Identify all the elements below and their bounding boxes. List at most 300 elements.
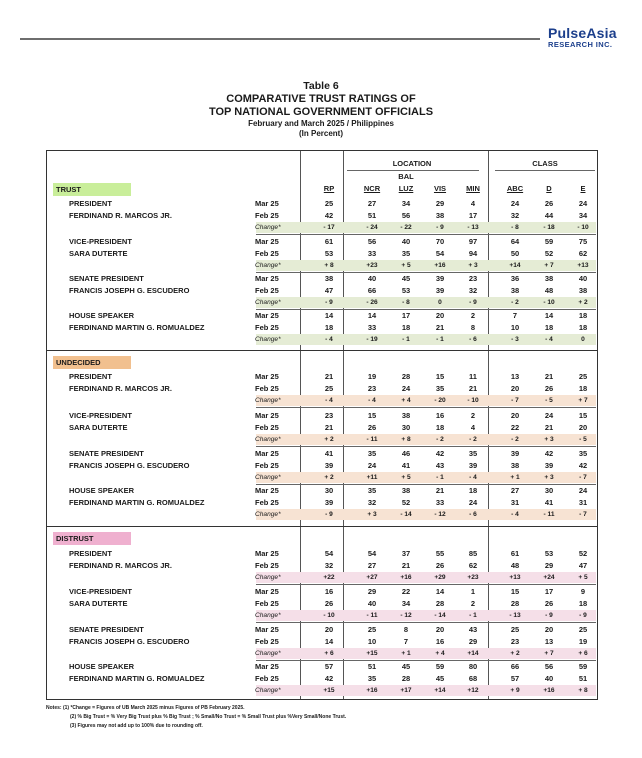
value-cell: + 1 [510,474,520,481]
data-row [47,198,597,210]
value-cell: 18 [324,323,334,332]
official-title: VICE-PRESIDENT [69,587,132,596]
value-cell: + 2 [324,436,334,443]
header-class: CLASS [532,159,558,168]
value-cell: 45 [401,274,411,283]
value-cell: 40 [578,274,588,283]
value-cell: 18 [468,486,478,495]
value-cell: 18 [578,323,588,332]
value-cell: - 7 [579,511,587,518]
period-label: Feb 25 [255,384,279,393]
value-cell: 30 [544,486,554,495]
period-label: Feb 25 [255,323,279,332]
value-cell: 53 [401,286,411,295]
value-cell: +16 [434,262,446,269]
change-row [256,297,596,308]
value-cell: 26 [544,599,554,608]
value-cell: 20 [510,411,520,420]
section-label-distrust: DISTRUST [53,532,131,545]
value-cell: +22 [323,574,335,581]
value-cell: 21 [544,423,554,432]
column-header-ncr: NCR [363,184,381,193]
section-label-trust: TRUST [53,183,131,196]
value-cell: 59 [435,662,445,671]
value-cell: 20 [435,625,445,634]
value-cell: +16 [400,574,412,581]
value-cell: 14 [324,311,334,320]
column-header-abc: ABC [506,184,524,193]
section-separator [47,350,597,351]
value-cell: 16 [435,637,445,646]
value-cell: 35 [468,449,478,458]
period-label: Mar 25 [255,199,279,208]
value-cell: 35 [578,449,588,458]
value-cell: - 5 [579,436,587,443]
value-cell: 24 [510,199,520,208]
official-name: FRANCIS JOSEPH G. ESCUDERO [69,286,190,295]
value-cell: - 22 [400,224,412,231]
section-separator [47,526,597,527]
period-label: Feb 25 [255,637,279,646]
value-cell: +14 [467,650,479,657]
table-period: February and March 2025 / Philippines [248,119,394,128]
value-cell: - 2 [436,436,444,443]
value-cell: + 8 [324,262,334,269]
value-cell: 24 [367,461,377,470]
value-cell: 47 [578,561,588,570]
value-cell: 39 [544,461,554,470]
value-cell: - 1 [469,612,477,619]
value-cell: 68 [468,674,478,683]
value-cell: 2 [470,599,476,608]
value-cell: 29 [367,587,377,596]
data-row [47,273,597,285]
value-cell: 21 [401,561,411,570]
value-cell: 23 [510,637,520,646]
header-location: LOCATION [392,159,432,168]
value-cell: 28 [401,372,411,381]
value-cell: + 8 [401,436,411,443]
value-cell: + 3 [468,262,478,269]
period-label: Change* [255,650,281,657]
value-cell: 52 [544,249,554,258]
value-cell: 66 [367,286,377,295]
data-row [47,410,597,422]
value-cell: +23 [366,262,378,269]
change-row [256,395,596,406]
official-title: PRESIDENT [69,199,112,208]
data-row [47,661,597,673]
value-cell: 57 [324,662,334,671]
value-cell: 15 [435,372,445,381]
period-label: Mar 25 [255,449,279,458]
value-cell: 41 [401,461,411,470]
value-cell: 80 [468,662,478,671]
header-class-rule [495,170,595,171]
period-label: Feb 25 [255,461,279,470]
value-cell: +29 [434,574,446,581]
value-cell: - 4 [511,511,519,518]
value-cell: - 2 [511,436,519,443]
value-cell: 97 [468,237,478,246]
value-cell: 19 [367,372,377,381]
value-cell: 0 [438,299,442,306]
value-cell: 1 [470,587,476,596]
period-label: Mar 25 [255,311,279,320]
value-cell: 50 [510,249,520,258]
value-cell: - 10 [467,397,479,404]
period-label: Mar 25 [255,662,279,671]
value-cell: 21 [544,372,554,381]
official-title: PRESIDENT [69,549,112,558]
data-row [47,598,597,610]
value-cell: 38 [510,286,520,295]
value-cell: 20 [544,625,554,634]
value-cell: 17 [544,587,554,596]
period-label: Change* [255,262,281,269]
value-cell: - 7 [511,397,519,404]
value-cell: 26 [367,423,377,432]
data-row [47,236,597,248]
value-cell: - 11 [366,436,378,443]
value-cell: 17 [468,211,478,220]
value-cell: +23 [467,574,479,581]
value-cell: - 4 [469,474,477,481]
value-cell: + 2 [510,650,520,657]
value-cell: + 4 [401,397,411,404]
value-cell: 25 [510,625,520,634]
value-cell: 4 [470,423,476,432]
official-separator [256,234,596,235]
data-row [47,460,597,472]
data-row [47,636,597,648]
period-label: Change* [255,299,281,306]
value-cell: 23 [367,384,377,393]
value-cell: 40 [367,599,377,608]
value-cell: - 8 [402,299,410,306]
value-cell: - 14 [400,511,412,518]
value-cell: - 1 [436,474,444,481]
value-cell: +15 [323,687,335,694]
value-cell: 29 [468,637,478,646]
value-cell: 46 [401,449,411,458]
note-2: (2) % Big Trust = % Very Big Trust plus % Big Trust ; % Small/No Trust = % Small Trust plus %Very Small/None Trust. [70,714,347,720]
value-cell: 41 [324,449,334,458]
value-cell: - 10 [323,612,335,619]
value-cell: 30 [324,486,334,495]
value-cell: - 9 [545,612,553,619]
value-cell: 37 [401,549,411,558]
value-cell: 21 [324,372,334,381]
change-row [256,648,596,659]
value-cell: 14 [544,311,554,320]
value-cell: - 2 [469,436,477,443]
value-cell: - 4 [545,336,553,343]
value-cell: 7 [403,637,409,646]
value-cell: + 7 [578,397,588,404]
data-row [47,497,597,509]
value-cell: 25 [324,199,334,208]
value-cell: 48 [510,561,520,570]
value-cell: 45 [401,662,411,671]
value-cell: 21 [468,384,478,393]
value-cell: - 6 [469,336,477,343]
official-title: PRESIDENT [69,372,112,381]
change-row [256,572,596,583]
value-cell: - 4 [368,397,376,404]
data-row [47,310,597,322]
value-cell: 42 [578,461,588,470]
value-cell: 11 [469,372,477,381]
value-cell: - 9 [325,511,333,518]
value-cell: 26 [435,561,445,570]
data-row [47,548,597,560]
period-label: Feb 25 [255,599,279,608]
official-separator [256,622,596,623]
value-cell: - 1 [436,336,444,343]
value-cell: 7 [512,311,518,320]
value-cell: 35 [367,486,377,495]
value-cell: 24 [401,384,411,393]
official-separator [256,446,596,447]
brand-subtitle: RESEARCH INC. [548,40,613,49]
table-number: Table 6 [303,80,339,92]
value-cell: 30 [401,423,411,432]
table-title-block [0,80,642,139]
value-cell: 24 [468,498,478,507]
value-cell: - 9 [325,299,333,306]
value-cell: 94 [468,249,478,258]
official-name: SARA DUTERTE [69,599,128,608]
value-cell: 42 [435,449,445,458]
value-cell: - 3 [511,336,519,343]
note-3: (3) Figures may not add up to 100% due to rounding off. [70,723,203,729]
official-name: SARA DUTERTE [69,249,128,258]
value-cell: 48 [544,286,554,295]
value-cell: +14 [509,262,521,269]
value-cell: 42 [324,674,334,683]
value-cell: 38 [324,274,334,283]
data-row [47,248,597,260]
value-cell: 14 [324,637,334,646]
column-header-vis: VIS [433,184,447,193]
value-cell: 4 [470,199,476,208]
value-cell: 32 [367,498,377,507]
value-cell: - 18 [543,224,555,231]
value-cell: 32 [510,211,520,220]
official-separator [256,584,596,585]
value-cell: 38 [401,486,411,495]
official-name: FERDINAND R. MARCOS JR. [69,561,172,570]
value-cell: 57 [510,674,520,683]
value-cell: 2 [470,411,476,420]
value-cell: + 5 [578,574,588,581]
value-cell: 29 [544,561,554,570]
value-cell: + 2 [324,474,334,481]
official-title: SENATE PRESIDENT [69,625,144,634]
value-cell: - 13 [467,224,479,231]
period-label: Mar 25 [255,587,279,596]
value-cell: - 4 [325,397,333,404]
period-label: Feb 25 [255,498,279,507]
value-cell: 18 [578,311,588,320]
value-cell: 64 [510,237,520,246]
value-cell: 2 [470,311,476,320]
value-cell: 26 [544,199,554,208]
data-row [47,448,597,460]
official-title: HOUSE SPEAKER [69,486,135,495]
period-label: Mar 25 [255,372,279,381]
value-cell: 28 [510,599,520,608]
value-cell: 16 [324,587,334,596]
value-cell: + 2 [578,299,588,306]
value-cell: 9 [580,587,586,596]
value-cell: + 7 [544,650,554,657]
value-cell: 36 [510,274,520,283]
value-cell: 20 [435,311,445,320]
value-cell: 38 [435,211,445,220]
column-header-rp: RP [323,184,335,193]
value-cell: 39 [324,498,334,507]
value-cell: - 4 [325,336,333,343]
period-label: Change* [255,224,281,231]
value-cell: 18 [401,323,411,332]
value-cell: 17 [401,311,411,320]
value-cell: + 4 [435,650,445,657]
value-cell: 51 [578,674,588,683]
value-cell: 39 [324,461,334,470]
value-cell: 13 [510,372,520,381]
period-label: Change* [255,336,281,343]
value-cell: 56 [544,662,554,671]
value-cell: 18 [578,384,588,393]
change-row [256,610,596,621]
value-cell: +17 [400,687,412,694]
value-cell: 66 [510,662,520,671]
change-row [256,222,596,233]
value-cell: 19 [578,637,588,646]
section-label-undecided: UNDECIDED [53,356,131,369]
value-cell: 51 [367,211,377,220]
column-header-min: MIN [466,184,480,193]
data-row [47,371,597,383]
value-cell: 54 [367,549,377,558]
value-cell: 0 [581,336,585,343]
period-label: Change* [255,612,281,619]
period-label: Mar 25 [255,625,279,634]
value-cell: + 9 [510,687,520,694]
value-cell: 70 [435,237,445,246]
value-cell: 20 [324,625,334,634]
value-cell: 31 [578,498,588,507]
data-row [47,383,597,395]
value-cell: 38 [401,411,411,420]
value-cell: 55 [435,549,445,558]
value-cell: 38 [544,274,554,283]
value-cell: 52 [401,498,411,507]
note-1: Notes: (1) *Change = Figures of UB March 2025 minus Figures of PB February 2025. [46,705,245,711]
value-cell: - 7 [579,474,587,481]
period-label: Feb 25 [255,211,279,220]
value-cell: 41 [544,498,554,507]
value-cell: + 3 [544,436,554,443]
value-cell: - 2 [511,299,519,306]
official-name: FERDINAND MARTIN G. ROMUALDEZ [69,674,205,683]
data-row [47,485,597,497]
value-cell: 40 [367,274,377,283]
official-title: SENATE PRESIDENT [69,274,144,283]
value-cell: 56 [401,211,411,220]
value-cell: - 6 [469,511,477,518]
table-units: (In Percent) [298,129,343,138]
value-cell: 35 [367,449,377,458]
value-cell: 59 [578,662,588,671]
value-cell: +27 [366,574,378,581]
value-cell: + 1 [401,650,411,657]
value-cell: - 12 [400,612,412,619]
value-cell: - 13 [509,612,521,619]
value-cell: - 17 [323,224,335,231]
value-cell: 18 [544,323,554,332]
value-cell: - 12 [434,511,446,518]
official-title: HOUSE SPEAKER [69,662,135,671]
value-cell: 23 [468,274,478,283]
value-cell: 28 [401,674,411,683]
value-cell: 26 [324,599,334,608]
value-cell: 22 [510,423,520,432]
value-cell: - 5 [545,397,553,404]
value-cell: +24 [543,574,555,581]
period-label: Feb 25 [255,249,279,258]
value-cell: 39 [468,461,478,470]
value-cell: 14 [435,587,445,596]
table-title-line2: TOP NATIONAL GOVERNMENT OFFICIALS [208,106,434,118]
value-cell: 32 [324,561,334,570]
value-cell: 62 [578,249,588,258]
value-cell: 45 [435,674,445,683]
official-name: FERDINAND MARTIN G. ROMUALDEZ [69,498,205,507]
brand-name: PulseAsia [548,25,617,41]
value-cell: 54 [435,249,445,258]
value-cell: 47 [324,286,334,295]
value-cell: 28 [435,599,445,608]
value-cell: 21 [435,486,445,495]
value-cell: - 19 [366,336,378,343]
value-cell: 34 [401,199,411,208]
value-cell: 33 [367,249,377,258]
data-row [47,285,597,297]
value-cell: +16 [366,687,378,694]
column-header-d: D [546,184,552,193]
value-cell: 52 [578,549,588,558]
value-cell: - 9 [469,299,477,306]
value-cell: 25 [324,384,334,393]
value-cell: 39 [435,286,445,295]
value-cell: 35 [367,674,377,683]
official-name: SARA DUTERTE [69,423,128,432]
value-cell: 24 [578,486,588,495]
value-cell: 15 [367,411,377,420]
value-cell: 15 [578,411,588,420]
value-cell: 25 [367,625,377,634]
value-cell: 34 [578,211,588,220]
value-cell: - 14 [434,612,446,619]
value-cell: +13 [577,262,589,269]
official-title: VICE-PRESIDENT [69,411,132,420]
value-cell: 24 [544,411,554,420]
official-name: FRANCIS JOSEPH G. ESCUDERO [69,637,190,646]
value-cell: 24 [578,199,588,208]
